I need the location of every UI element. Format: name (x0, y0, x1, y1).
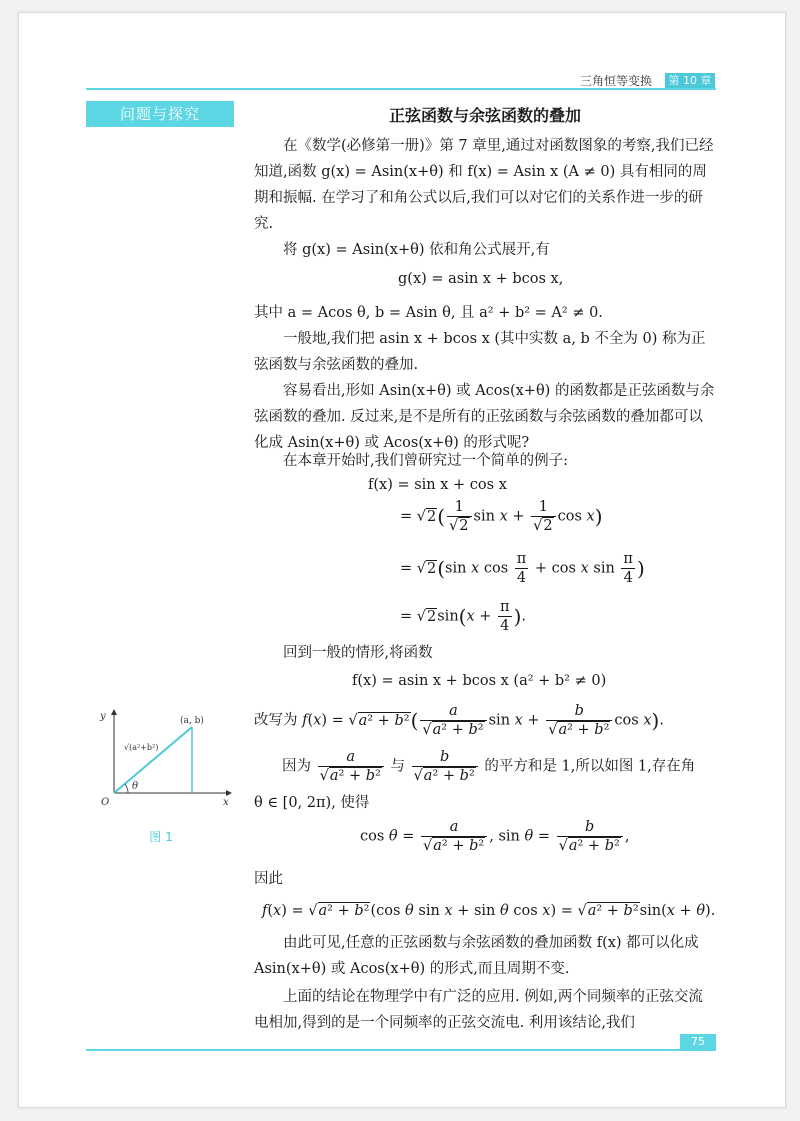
rewrite-prefix: 改写为 (254, 712, 298, 729)
radius-line (114, 727, 192, 793)
label-origin: O (101, 797, 110, 808)
label-point: (a, b) (180, 716, 204, 726)
paragraph-question: 容易看出,形如 Asin(x+θ) 或 Acos(x+θ) 的函数都是正弦函数与余弦函数的叠加. 反过来,是不是所有的正弦函数与余弦函数的叠加都可以化成 Asin(x+θ) 或 Acos(x+θ) 的形式呢? (254, 383, 715, 451)
figure-caption: 图 1 (149, 830, 173, 844)
label-radius: √(a²+b²) (124, 743, 159, 752)
figure-1 (86, 705, 236, 825)
section-label: 问题与探究 (86, 101, 234, 127)
header-rule (86, 88, 716, 90)
equation-example-line3: = √2(sin x cos $\frac{\pi}{4}$ + cos x sin $\frac{\pi}{4}$ ) (400, 551, 645, 586)
label-y: y (100, 711, 106, 722)
equation-result: f(x) = √a² + b²(cos θ sin x + sin θ cos x) = √a² + b²sin(x + θ). (262, 903, 716, 919)
equation-cos-sin-theta: cos θ = $\frac{a}{\text{√a² + b²}}$ , sin θ = $\frac{b}{\text{√a² + b²}}$ , (360, 819, 630, 854)
paragraph-expand: 将 g(x) = Asin(x+θ) 依和角公式展开,有 (283, 242, 550, 258)
x-axis-arrow (226, 790, 232, 796)
equation-example-line4: = √2sin(x + $\frac{\pi}{4}$ ). (400, 599, 526, 634)
y-axis-arrow (111, 709, 117, 715)
equation-rewrite: 改写为 f(x) = √a² + b²( $\frac{a}{\text{√a² + b²}}$ sin x + $\frac{b}{\text{√a² + b²}}$ cos x). (254, 703, 664, 738)
equation-example-line2: = √2( $\frac{1}{√2}$ sin x + $\frac{1}{√2}$ cos x) (400, 499, 603, 534)
equation-general: f(x) = asin x + bcos x (a² + b² ≠ 0) (352, 673, 607, 689)
paragraph-definition: 一般地,我们把 asin x + bcos x (其中实数 a, b 不全为 0) 称为正弦函数与余弦函数的叠加. (254, 331, 706, 373)
chapter-tag: 第 10 章 (665, 73, 715, 89)
paragraph-example: 在本章开始时,我们曾研究过一个简单的例子: (283, 453, 568, 469)
because-and: 与 (390, 758, 405, 775)
chapter-title: 三角恒等变换 (580, 74, 653, 88)
paragraph-general: 回到一般的情形,将函数 (283, 645, 433, 661)
paragraph-theta-range: θ ∈ [0, 2π), 使得 (254, 795, 370, 811)
equation-example-line1: f(x) = sin x + cos x (368, 477, 507, 493)
equation-g-expanded: g(x) = asin x + bcos x, (398, 271, 564, 287)
paragraph-intro: 在《数学(必修第一册)》第 7 章里,通过对函数图象的考察,我们已经知道,函数 g(x) = Asin(x+θ) 和 f(x) = Asin x (A ≠ 0) 具有相同的周期和振幅. 在学习了和角公式以后,我们可以对它们的关系作进一步的研究. (254, 138, 714, 232)
page-number: 75 (680, 1034, 716, 1050)
label-angle: θ (132, 781, 139, 792)
paragraph-conclusion: 由此可见,任意的正弦函数与余弦函数的叠加函数 f(x) 都可以化成 Asin(x+θ) 或 Acos(x+θ) 的形式,而且周期不变. (254, 935, 699, 977)
page-title: 正弦函数与余弦函数的叠加 (388, 106, 581, 125)
because-suffix: 的平方和是 1,所以如图 1,存在角 (484, 758, 696, 775)
footer-rule (86, 1049, 716, 1051)
paragraph-where: 其中 a = Acos θ, b = Asin θ, 且 a² + b² = A² ≠ 0. (254, 305, 603, 321)
equation-because: 因为 $\frac{a}{\text{√a² + b²}}$ 与 $\frac{b}{\text{√a² + b²}}$ 的平方和是 1,所以如图 1,存在角 (282, 749, 696, 784)
label-x: x (223, 797, 229, 808)
paragraph-application: 上面的结论在物理学中有广泛的应用. 例如,两个同频率的正弦交流电相加,得到的是一个同频率的正弦交流电. 利用该结论,我们 (254, 989, 703, 1031)
angle-arc (125, 784, 128, 793)
paragraph-therefore: 因此 (254, 871, 283, 887)
because-prefix: 因为 (282, 758, 311, 775)
